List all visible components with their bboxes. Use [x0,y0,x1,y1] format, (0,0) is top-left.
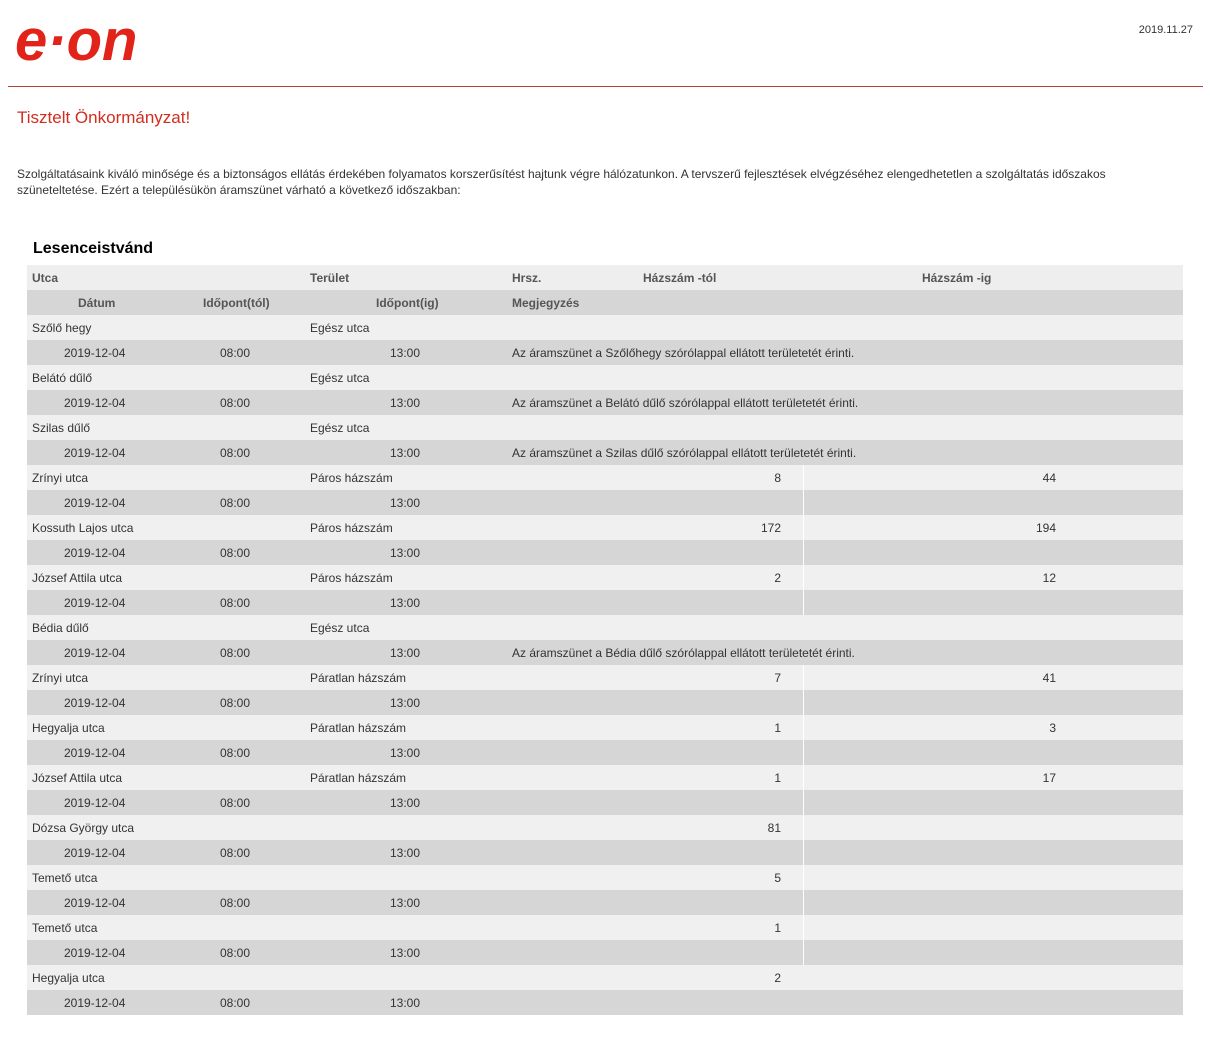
table-row [27,415,1183,440]
column-time-to: Időpont(ig) [376,296,439,310]
area-cell: Egész utca [310,421,370,435]
from-house-cell: 1 [774,721,781,735]
column-separator [803,465,804,490]
time-from-cell: 08:00 [220,946,251,960]
from-house-cell: 2 [774,971,781,985]
area-cell: Páratlan házszám [310,671,407,685]
table-row-detail [27,540,1183,565]
column-separator [803,915,804,940]
column-separator [803,540,804,565]
date-cell: 2019-12-04 [64,896,126,910]
column-separator [803,565,804,590]
time-from-cell: 08:00 [220,896,251,910]
from-house-cell: 1 [774,771,781,785]
date-cell: 2019-12-04 [64,596,126,610]
table-header-row-2 [27,290,1183,315]
table-row-detail [27,840,1183,865]
table-row-detail [27,640,1183,665]
note-cell: Az áramszünet a Szilas dűlő szórólappal ellátott területetét érinti. [512,446,857,460]
column-separator [803,815,804,840]
time-to-cell: 13:00 [390,546,421,560]
from-house-cell: 7 [774,671,781,685]
time-from-cell: 08:00 [220,746,251,760]
time-to-cell: 13:00 [390,396,421,410]
table-row [27,965,1183,990]
street-cell: Zrínyi utca [32,471,89,485]
time-to-cell: 13:00 [390,996,421,1010]
table-row [27,865,1183,890]
column-area: Terület [310,271,350,285]
column-separator [803,690,804,715]
table-row [27,565,1183,590]
street-cell: József Attila utca [32,571,123,585]
to-house-cell: 194 [1035,521,1056,535]
from-house-cell: 8 [774,471,781,485]
table-row-detail [27,740,1183,765]
page-header [0,0,1210,88]
table-row [27,915,1183,940]
table-row [27,315,1183,340]
street-cell: Belátó dűlő [32,371,93,385]
table-row-detail [27,890,1183,915]
date-cell: 2019-12-04 [64,996,126,1010]
street-cell: József Attila utca [32,771,123,785]
table-header-row-1 [27,265,1183,290]
date-cell: 2019-12-04 [64,446,126,460]
from-house-cell: 81 [767,821,781,835]
street-cell: Zrínyi utca [32,671,89,685]
street-cell: Kossuth Lajos utca [32,521,134,535]
from-house-cell: 5 [774,871,781,885]
table-row-detail [27,490,1183,515]
table-row-detail [27,440,1183,465]
outage-table [27,265,1183,1015]
intro-text: Szolgáltatásaink kiváló minősége és a biztonságos ellátás érdekében folyamatos korszerűsítést hajtunk végre hálózatunkon. A tervszerű fejlesztések elvégzéséhez elengedhetetlen a szolgáltatás időszakos szüneteltetése. Ezért a településükön áramszünet várható a következő időszakban: [17,167,1106,197]
note-cell: Az áramszünet a Belátó dűlő szórólappal ellátott területetét érinti. [512,396,859,410]
table-row-detail [27,690,1183,715]
date-cell: 2019-12-04 [64,696,126,710]
street-cell: Szilas dűlő [32,421,91,435]
column-to-house: Házszám -ig [922,271,992,285]
time-from-cell: 08:00 [220,496,251,510]
table-body [27,315,1183,1015]
street-cell: Hegyalja utca [32,721,105,735]
from-house-cell: 2 [774,571,781,585]
time-to-cell: 13:00 [390,596,421,610]
column-separator [803,865,804,890]
time-from-cell: 08:00 [220,846,251,860]
time-to-cell: 13:00 [390,446,421,460]
table-row-detail [27,390,1183,415]
note-cell: Az áramszünet a Bédia dűlő szórólappal ellátott területetét érinti. [512,646,855,660]
header-divider [8,86,1203,87]
document-date: 2019.11.27 [1138,24,1193,36]
column-separator [803,940,804,965]
column-separator [803,740,804,765]
svg-text:e·on: e·on [15,10,138,70]
table-row [27,515,1183,540]
to-house-cell: 44 [1042,471,1056,485]
time-to-cell: 13:00 [390,946,421,960]
street-cell: Szőlő hegy [32,321,92,335]
from-house-cell: 172 [760,521,781,535]
table-row [27,765,1183,790]
street-cell: Temető utca [32,871,98,885]
column-time-from: Időpont(tól) [203,296,270,310]
table-row [27,615,1183,640]
time-from-cell: 08:00 [220,646,251,660]
table-row [27,815,1183,840]
date-cell: 2019-12-04 [64,396,126,410]
time-from-cell: 08:00 [220,396,251,410]
time-to-cell: 13:00 [390,646,421,660]
date-cell: 2019-12-04 [64,496,126,510]
time-to-cell: 13:00 [390,896,421,910]
column-separator [803,790,804,815]
column-separator [803,490,804,515]
column-separator [803,515,804,540]
time-from-cell: 08:00 [220,346,251,360]
to-house-cell: 41 [1042,671,1056,685]
table-row [27,665,1183,690]
column-separator [803,840,804,865]
greeting: Tisztelt Önkormányzat! [17,108,191,127]
column-note: Megjegyzés [512,296,580,310]
column-date: Dátum [78,296,116,310]
column-hrsz: Hrsz. [512,271,542,285]
date-cell: 2019-12-04 [64,746,126,760]
table-row-detail [27,590,1183,615]
time-to-cell: 13:00 [390,846,421,860]
column-street: Utca [32,271,59,285]
date-cell: 2019-12-04 [64,346,126,360]
time-to-cell: 13:00 [390,746,421,760]
street-cell: Bédia dűlő [32,621,89,635]
to-house-cell: 3 [1049,721,1056,735]
area-cell: Egész utca [310,621,370,635]
time-from-cell: 08:00 [220,796,251,810]
time-to-cell: 13:00 [390,346,421,360]
time-to-cell: 13:00 [390,796,421,810]
to-house-cell: 17 [1042,771,1056,785]
table-row-detail [27,990,1183,1015]
column-separator [803,665,804,690]
column-separator [803,765,804,790]
area-cell: Egész utca [310,321,370,335]
area-cell: Páros házszám [310,521,393,535]
column-separator [803,715,804,740]
area-cell: Páros házszám [310,571,393,585]
table-row [27,365,1183,390]
date-cell: 2019-12-04 [64,646,126,660]
column-separator [803,590,804,615]
street-cell: Dózsa György utca [32,821,135,835]
note-cell: Az áramszünet a Szőlőhegy szórólappal ellátott területetét érinti. [512,346,855,360]
area-cell: Páros házszám [310,471,393,485]
street-cell: Hegyalja utca [32,971,105,985]
column-separator [803,890,804,915]
from-house-cell: 1 [774,921,781,935]
area-cell: Páratlan házszám [310,721,407,735]
table-row-detail [27,940,1183,965]
to-house-cell: 12 [1042,571,1056,585]
time-from-cell: 08:00 [220,546,251,560]
time-from-cell: 08:00 [220,996,251,1010]
time-from-cell: 08:00 [220,696,251,710]
area-cell: Egész utca [310,371,370,385]
table-row [27,465,1183,490]
town-name: Lesenceistvánd [33,240,154,257]
column-from-house: Házszám -tól [643,271,717,285]
table-row-detail [27,790,1183,815]
date-cell: 2019-12-04 [64,796,126,810]
street-cell: Temető utca [32,921,98,935]
date-cell: 2019-12-04 [64,846,126,860]
time-from-cell: 08:00 [220,596,251,610]
area-cell: Páratlan házszám [310,771,407,785]
date-cell: 2019-12-04 [64,546,126,560]
time-from-cell: 08:00 [220,446,251,460]
table-row [27,715,1183,740]
time-to-cell: 13:00 [390,696,421,710]
eon-logo [15,10,185,70]
date-cell: 2019-12-04 [64,946,126,960]
time-to-cell: 13:00 [390,496,421,510]
table-row-detail [27,340,1183,365]
